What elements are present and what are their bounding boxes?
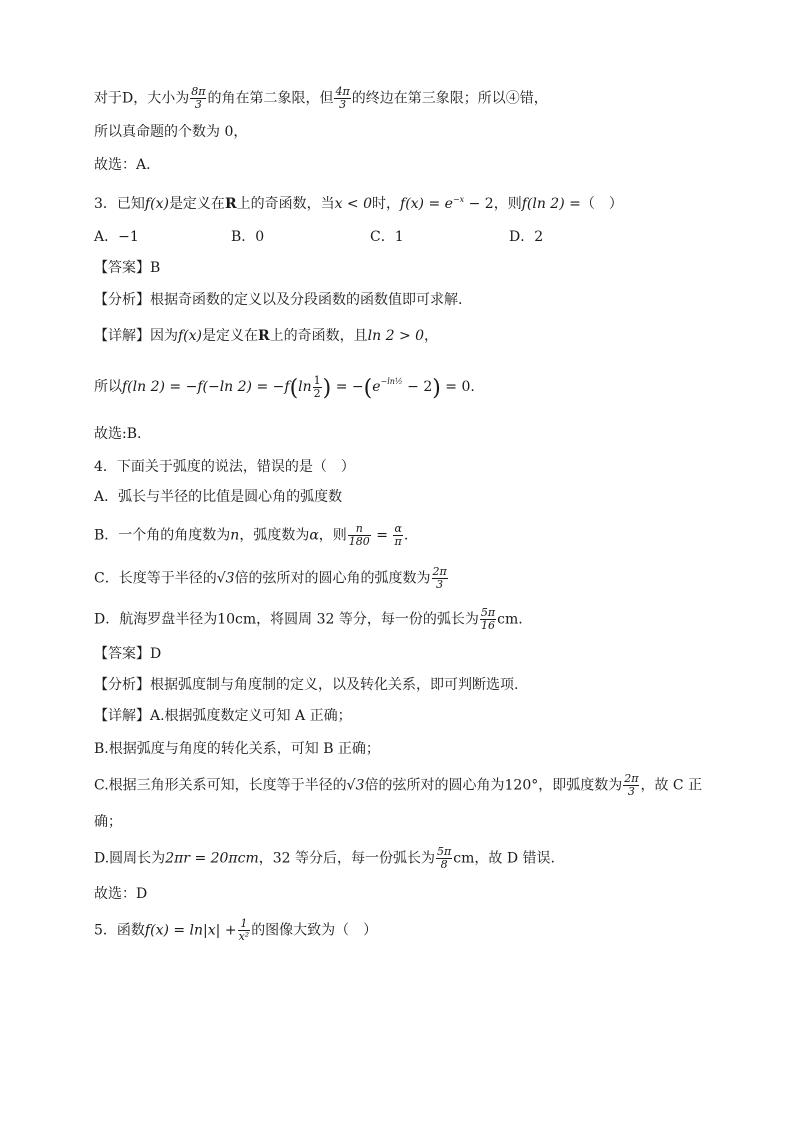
d-conclusion-line — [94, 86, 548, 111]
q3-derivation: 所以f(ln 2) = −f(−ln 2) = −f(ln $\frac{1}{2}$ ) = $-(e^{-ln\frac{1}{2}} - 2) = 0$. — [94, 373, 475, 401]
fraction: $\frac{5\pi}{16}$ — [480, 606, 496, 632]
q4-detail-c: C.根据三角形关系可知，长度等于半径的√3倍的弦所对的圆心角为120°，即弧度数为 $\frac{2\pi}{3}$ ，故 C 正 — [94, 772, 703, 798]
fraction: $\frac{\alpha}{\pi}$ — [394, 522, 402, 548]
condition: x < 0 — [334, 196, 373, 212]
q3-option-d: D．2 — [509, 229, 544, 245]
choose-a-line: 故选：A. — [94, 157, 151, 173]
q3-stem: 3．已知f(x)是定义在R上的奇函数，当x < 0时，$f(x) = e^{-x} - 2$，则f(ln 2) =（ ） — [94, 195, 623, 212]
set-R: R — [224, 196, 237, 212]
definition: f(x) = e — [400, 196, 453, 212]
fraction: $\frac{1}{\text{x²}}$ — [238, 917, 250, 943]
question-expr: f(ln 2) = — [521, 196, 581, 212]
fraction: $\frac{n}{180}$ — [348, 522, 370, 548]
q4-detail-b: B.根据弧度与角度的转化关系，可知 B 正确； — [94, 741, 380, 757]
text: 的终边在第三象限；所以 — [351, 90, 506, 107]
fraction: $\frac{8\pi}{3}$ — [191, 85, 206, 111]
q4-option-c: C．长度等于半径的√3倍的弦所对的圆心角的弧度数为 $\frac{2\pi}{3}$ — [94, 565, 447, 591]
q5-stem: 5．函数f(x) = ln|x| + $\frac{1}{\text{x²}}$ 的图像大致为（ ） — [94, 917, 378, 943]
q4-detail-a: 【详解】A.根据弧度数定义可知 A 正确； — [94, 708, 352, 724]
q4-choose: 故选：D — [94, 886, 148, 902]
text: 的角在第二象限，但 — [207, 90, 334, 107]
q4-analysis: 【分析】根据弧度制与角度制的定义，以及转化关系，即可判断选项. — [94, 677, 519, 693]
fraction: $\frac{5\pi}{8}$ — [437, 845, 452, 871]
circled-number: ④ — [505, 90, 520, 107]
q4-stem: 4．下面关于弧度的说法，错误的是（ ） — [94, 459, 355, 475]
q3-answer: 【答案】B — [94, 260, 161, 276]
count-line: 所以真命题的个数为 0， — [94, 124, 248, 140]
fraction: $\frac{4\pi}{3}$ — [335, 85, 350, 111]
q4-option-b: B．一个角的角度数为n，弧度数为α，则 $\frac{n}{180}$ = $\frac{\alpha}{\pi}$ . — [94, 522, 409, 548]
text: 错， — [519, 90, 548, 107]
q3-option-b: B．0 — [231, 229, 265, 245]
q4-option-d: D．航海罗盘半径为10cm，将圆周 32 等分，每一份的弧长为 $\frac{5\pi}{16}$ cm. — [94, 606, 523, 632]
sqrt-3: √3 — [216, 570, 235, 587]
q3-option-a: A．−1 — [94, 229, 139, 245]
text: 对于D，大小为 — [94, 90, 190, 107]
q4-detail-d: D.圆周长为2πr = 20πcm，32 等分后，每一份弧长为 $\frac{5\pi}{8}$ cm，故 D 错误. — [94, 845, 555, 871]
fraction-half: $\frac{1}{2}$ — [313, 373, 321, 400]
q3-detail: 【详解】因为f(x)是定义在R上的奇函数，且ln 2 > 0， — [94, 328, 439, 344]
q4-answer: 【答案】D — [94, 646, 162, 662]
q4-detail-c-cont: 确； — [94, 814, 122, 830]
q4-option-a: A．弧长与半径的比值是圆心角的弧度数 — [94, 489, 343, 505]
q3-analysis: 【分析】根据奇函数的定义以及分段函数的函数值即可求解. — [94, 292, 463, 308]
fraction: $\frac{2\pi}{3}$ — [432, 565, 447, 591]
q3-option-c: C．1 — [370, 229, 404, 245]
f-of-x: f(x) — [144, 196, 169, 212]
fraction: $\frac{2\pi}{3}$ — [624, 772, 639, 798]
q3-choose: 故选:B. — [94, 426, 142, 442]
